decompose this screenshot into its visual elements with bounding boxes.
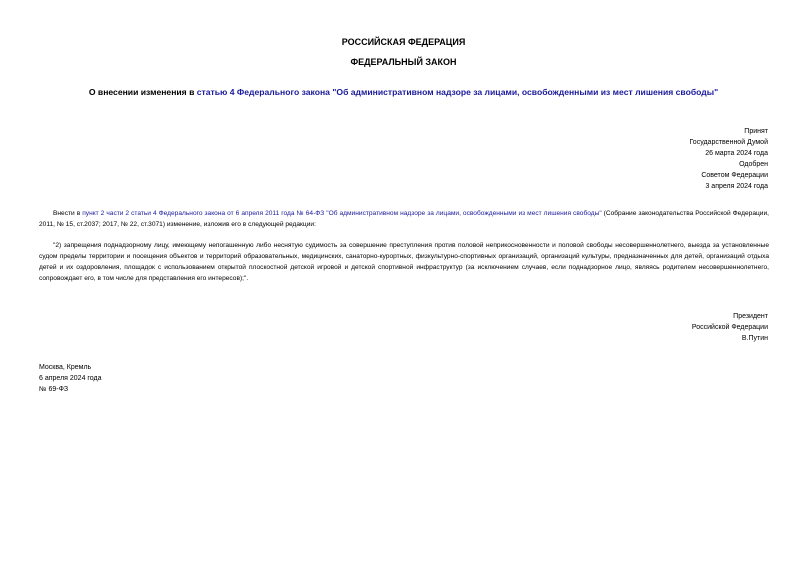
adoption-line: Одобрен <box>739 161 768 168</box>
law-title-prefix: О внесении изменения в <box>88 87 197 97</box>
signature-line: Российской Федерации <box>691 324 768 331</box>
place-line: Москва, Кремль <box>39 364 92 371</box>
law-reference-link[interactable]: пункт 2 части 2 статьи 4 Федерального закона от 6 апреля 2011 года № 64-ФЗ "Об административном надзоре за лицами, освобожденными из мест лишения свободы" <box>82 210 602 217</box>
signature-line: Президент <box>733 313 768 320</box>
signature-block <box>692 311 768 344</box>
place-date-block <box>39 362 102 395</box>
adoption-block <box>689 126 768 192</box>
paragraph-suffix: (Собрание законодательства Российской Федерации, 2011, № 15, ст.2037; 2017, № 22, ст.3071) изменение, изложив его в следующей редакции: <box>39 210 769 228</box>
country-heading: РОССИЙСКАЯ ФЕДЕРАЦИЯ <box>341 37 466 47</box>
document-type-heading: ФЕДЕРАЛЬНЫЙ ЗАКОН <box>350 57 457 67</box>
adoption-line: Государственной Думой <box>689 139 768 146</box>
paragraph-prefix: Внести в <box>53 210 83 217</box>
date-line: 6 апреля 2024 года <box>39 375 102 382</box>
adoption-line: 3 апреля 2024 года <box>705 183 768 190</box>
law-number-line: № 69-ФЗ <box>39 386 69 393</box>
adoption-line: 26 марта 2024 года <box>705 150 768 157</box>
law-title <box>0 87 807 98</box>
new-wording-paragraph: "2) запрещения поднадзорному лицу, имеющему непогашенную либо неснятую судимость за совершение преступления против половой неприкосновенности и половой свободы несовершеннолетнего, выезда за установленные судом пределы территории и посещения объектов и территорий образовательных, медицинских, санаторно-курортных, физкультурно-спортивных организаций, организаций культуры, предназначенных для детей, организаций отдыха детей и их оздоровления, площадок с использованием открытой плоскостной детской игровой и детской спортивной инфраструктур (за исключением случаев, если поднадзорное лицо, являясь родителем несовершеннолетнего, сопровождает его, в том числе для представления его интересов);". <box>39 242 769 282</box>
amendment-paragraph <box>39 208 769 230</box>
adoption-line: Советом Федерации <box>701 172 768 179</box>
law-title-link[interactable]: статью 4 Федерального закона "Об административном надзоре за лицами, освобожденными из мест лишения свободы" <box>196 87 719 97</box>
signature-line: В.Путин <box>741 335 768 342</box>
adoption-line: Принят <box>744 128 768 135</box>
